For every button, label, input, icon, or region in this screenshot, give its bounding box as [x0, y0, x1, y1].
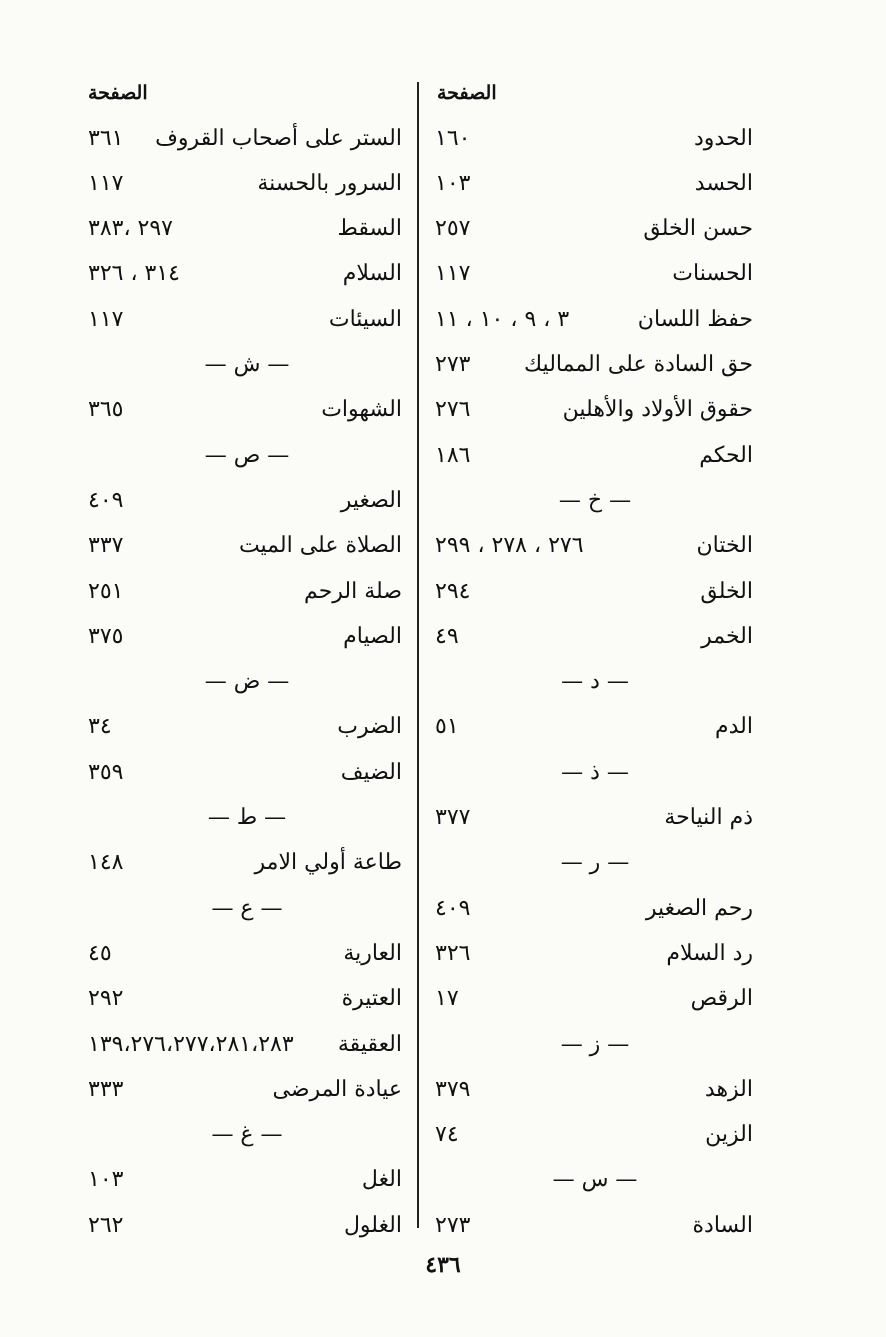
section-letter-heading: — ز —: [560, 1031, 630, 1057]
index-term: الحكم: [699, 442, 753, 468]
section-letter-heading: — ط —: [207, 805, 287, 830]
index-term: الزهد: [704, 1076, 753, 1102]
index-entry: [425, 890, 765, 926]
page-reference: ٣١٤ ، ٣٢٦: [88, 261, 180, 287]
index-term: حق السادة على المماليك: [524, 352, 753, 377]
page-reference: ١١٧: [435, 261, 471, 287]
index-entry: [78, 392, 416, 428]
section-letter-heading: — غ —: [211, 1122, 283, 1148]
index-entry: [425, 981, 765, 1017]
page-reference: ١٨٦: [435, 442, 471, 468]
page-number: ٤٣٦: [425, 1252, 461, 1278]
index-entry: [78, 211, 416, 247]
index-term: عيادة المرضى: [272, 1076, 402, 1102]
index-entry: [425, 256, 765, 292]
index-entry: [425, 347, 765, 383]
index-entry: [78, 528, 416, 564]
index-entry: [78, 1026, 416, 1062]
index-entry: [425, 1071, 765, 1107]
index-entry: [425, 165, 765, 201]
index-entry: [78, 1071, 416, 1107]
index-term: العقيقة: [337, 1031, 402, 1057]
index-term: العارية: [343, 940, 402, 966]
index-entry: [425, 301, 765, 337]
index-term: الدم: [715, 714, 753, 740]
index-term: الخمر: [701, 623, 753, 649]
index-entry: [78, 301, 416, 337]
index-term: الحدود: [694, 125, 753, 151]
index-entry: [78, 935, 416, 971]
index-entry: [78, 120, 416, 156]
section-letter-heading: — خ —: [558, 487, 632, 513]
page-reference: ٧٤: [435, 1122, 459, 1148]
page-reference: ٢٦٢: [88, 1212, 124, 1238]
page-reference: ٤٠٩: [435, 895, 471, 921]
page-reference: ٢٧٦ ، ٢٧٨ ، ٢٩٩: [435, 533, 584, 559]
index-entry: [78, 573, 416, 609]
page-reference: ٢٧٣: [435, 1212, 471, 1238]
index-entry: [425, 618, 765, 654]
page-reference: ٤٥: [88, 940, 112, 966]
section-letter-heading: — ص —: [204, 442, 290, 468]
section-letter-heading: — س —: [552, 1167, 638, 1193]
page-reference: ١٣٩،٢٧٦،٢٧٧،٢٨١،٢٨٣: [88, 1031, 294, 1057]
index-entry: [78, 482, 416, 518]
index-term: الختان: [696, 533, 753, 559]
index-entry: [78, 981, 416, 1017]
page-reference: ٣٧٥: [88, 623, 124, 649]
index-term: الصلاة على الميت: [238, 533, 402, 559]
page-reference: ٣٢٦: [435, 940, 471, 966]
index-term: رد السلام: [666, 940, 753, 966]
index-term: طاعة أولي الامر: [254, 850, 402, 876]
page-reference: ٣٥٩: [88, 759, 124, 785]
page-reference: ٣٤: [88, 714, 112, 740]
page-reference: ٣٣٧: [88, 533, 124, 559]
index-term: الصيام: [343, 623, 402, 649]
page-reference: ٣٦١: [88, 125, 124, 151]
page-reference: ١٠٣: [435, 170, 471, 196]
index-entry: [425, 120, 765, 156]
index-term: صلة الرحم: [304, 578, 402, 604]
index-entry: [425, 437, 765, 473]
index-term: الرقص: [690, 986, 753, 1012]
page-reference: ٢٩٤: [435, 578, 471, 604]
index-term: الغلول: [343, 1212, 402, 1238]
index-term: الشهوات: [321, 397, 402, 423]
index-term: الخلق: [700, 578, 753, 604]
page-reference: ٤٠٩: [88, 487, 124, 513]
page-reference: ١٧: [435, 986, 459, 1012]
index-term: الحسد: [694, 170, 753, 196]
section-letter-heading: — ع —: [211, 895, 283, 921]
section-letter-heading: — ذ —: [561, 759, 629, 785]
index-entry: [78, 845, 416, 881]
index-term: السلام: [342, 261, 402, 287]
index-term: السرور بالحسنة: [257, 170, 402, 196]
page-reference: ١١٧: [88, 306, 124, 332]
index-term: الستر على أصحاب القروف: [155, 125, 402, 151]
index-term: حقوق الأولاد والأهلين: [562, 397, 753, 423]
index-term: الغل: [361, 1167, 402, 1193]
index-entry: [425, 392, 765, 428]
index-entry: [78, 1162, 416, 1198]
section-letter-heading: — ش —: [204, 352, 290, 377]
section-letter-heading: — ر —: [560, 850, 630, 876]
index-entry: [78, 1207, 416, 1243]
index-entry: [78, 256, 416, 292]
index-term: الصغير: [340, 487, 402, 513]
index-term: الضيف: [340, 759, 402, 785]
index-term: العتيرة: [341, 986, 402, 1012]
index-entry: [425, 573, 765, 609]
page-reference: ٣٣٣: [88, 1076, 124, 1102]
index-entry: [425, 528, 765, 564]
index-entry: [78, 754, 416, 790]
index-entry: [425, 935, 765, 971]
index-entry: [78, 618, 416, 654]
index-entry: [425, 709, 765, 745]
page-reference: ٣ ، ٩ ، ١٠ ، ١١: [435, 306, 570, 332]
index-entry: [78, 165, 416, 201]
page-reference: ٢٥١: [88, 578, 124, 604]
section-letter-heading: — د —: [561, 669, 629, 695]
index-term: السادة: [692, 1212, 753, 1238]
page-column-header-right: الصفحة: [437, 82, 497, 104]
page-reference: ٥١: [435, 714, 459, 740]
index-term: رحم الصغير: [645, 895, 753, 921]
index-entry: [425, 1117, 765, 1153]
page-reference: ٢٧٣: [435, 352, 471, 377]
index-term: الضرب: [337, 714, 402, 740]
page-reference: ٤٩: [435, 623, 459, 649]
index-term: الزين: [705, 1122, 753, 1148]
page-reference: ١٤٨: [88, 850, 124, 876]
index-term: حفظ اللسان: [637, 306, 753, 332]
index-term: الحسنات: [672, 261, 753, 287]
page-reference: ٢٧٦: [435, 397, 471, 423]
page-reference: ٣٦٥: [88, 397, 124, 423]
page-reference: ١١٧: [88, 170, 124, 196]
index-entry: [78, 709, 416, 745]
index-term: السقط: [337, 216, 402, 242]
page-column-header-left: الصفحة: [88, 82, 148, 104]
section-letter-heading: — ض —: [204, 669, 290, 695]
index-entry: [425, 1207, 765, 1243]
index-term: حسن الخلق: [643, 216, 753, 242]
page-reference: ٢٩٧ ،٣٨٣: [88, 216, 173, 242]
index-entry: [425, 800, 765, 836]
page-reference: ١٠٣: [88, 1167, 124, 1193]
page-reference: ١٦٠: [435, 125, 471, 151]
index-entry: [425, 211, 765, 247]
index-term: ذم النياحة: [664, 805, 753, 830]
page-reference: ٣٧٩: [435, 1076, 471, 1102]
page-reference: ٢٥٧: [435, 216, 471, 242]
column-divider: [417, 82, 419, 1228]
page-reference: ٣٧٧: [435, 805, 471, 830]
page-reference: ٢٩٢: [88, 986, 124, 1012]
index-term: السيئات: [328, 306, 402, 332]
